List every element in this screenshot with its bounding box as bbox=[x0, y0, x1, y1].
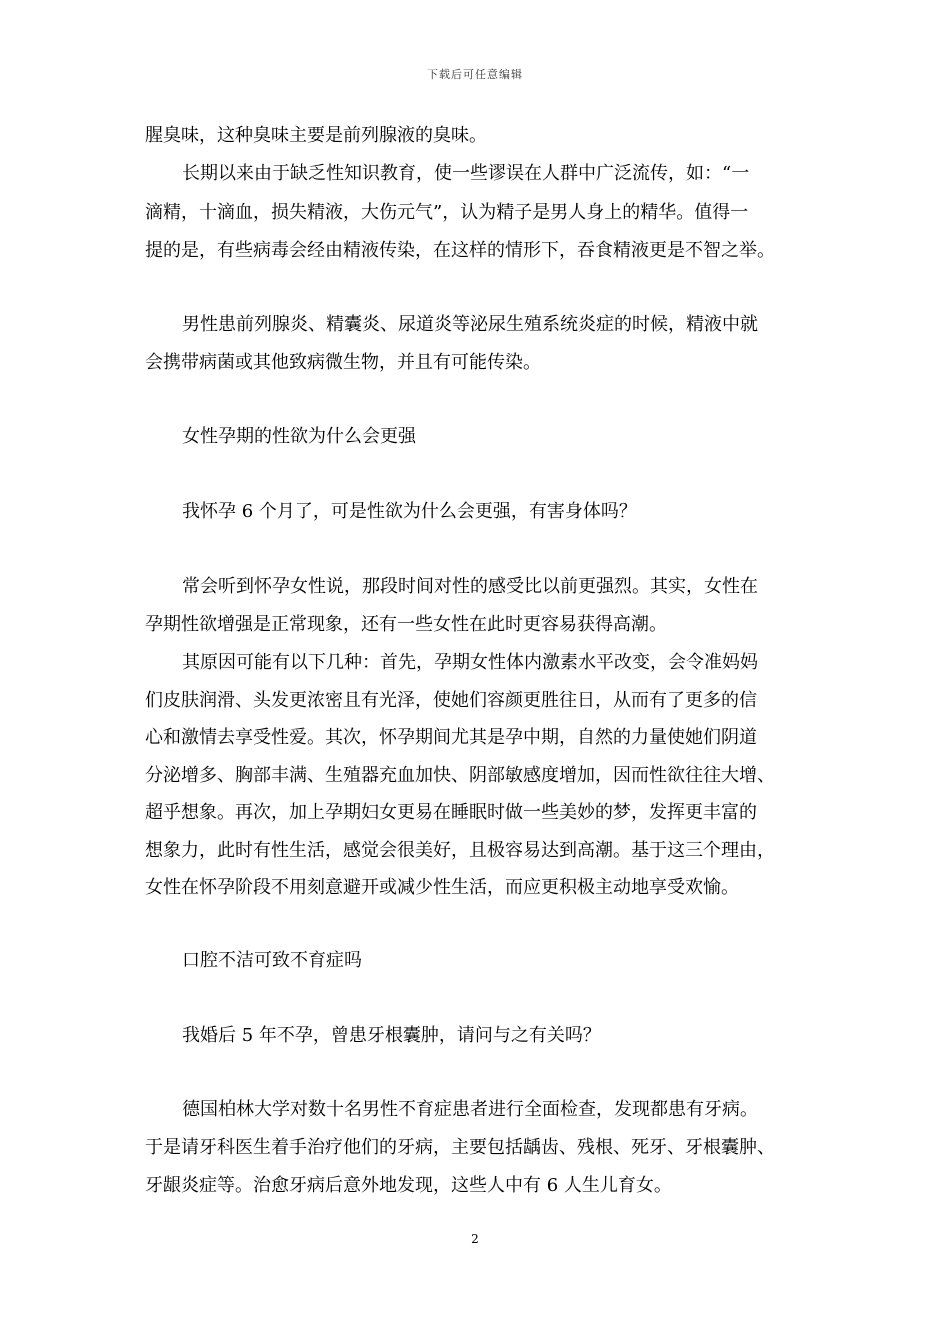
page-number: 2 bbox=[471, 1232, 479, 1246]
text-line: 心和激情去享受性爱。其次，怀孕期间尤其是孕中期，自然的力量使她们阴道 bbox=[145, 727, 757, 748]
text-line: 提的是，有些病毒会经由精液传染，在这样的情形下，吞食精液更是不智之举。 bbox=[145, 240, 775, 261]
section-heading: 女性孕期的性欲为什么会更强 bbox=[182, 426, 416, 447]
question-text: 我婚后 5 年不孕，曾患牙根囊肿，请问与之有关吗？ bbox=[182, 1025, 601, 1046]
text-line: 常会听到怀孕女性说，那段时间对性的感受比以前更强烈。其实，女性在 bbox=[182, 576, 758, 597]
text-line: 男性患前列腺炎、精囊炎、尿道炎等泌尿生殖系统炎症的时候，精液中就 bbox=[182, 314, 758, 335]
text-line: 滴精，十滴血，损失精液，大伤元气”，认为精子是男人身上的精华。值得一 bbox=[145, 202, 749, 223]
text-line: 孕期性欲增强是正常现象，还有一些女性在此时更容易获得高潮。 bbox=[145, 614, 667, 635]
text-line: 于是请牙科医生着手治疗他们的牙病，主要包括龋齿、残根、死牙、牙根囊肿、 bbox=[145, 1137, 775, 1158]
text-line: 分泌增多、胸部丰满、生殖器充血加快、阴部敏感度增加，因而性欲往往大增、 bbox=[145, 765, 775, 786]
question-text: 我怀孕 6 个月了，可是性欲为什么会更强，有害身体吗？ bbox=[182, 501, 637, 522]
text-line: 腥臭味，这种臭味主要是前列腺液的臭味。 bbox=[145, 125, 487, 146]
text-line: 德国柏林大学对数十名男性不育症患者进行全面检查，发现都患有牙病。 bbox=[182, 1099, 758, 1120]
text-line: 长期以来由于缺乏性知识教育，使一些谬误在人群中广泛流传，如：“一 bbox=[182, 163, 750, 184]
section-heading: 口腔不洁可致不育症吗 bbox=[182, 950, 362, 971]
text-line: 牙龈炎症等。治愈牙病后意外地发现，这些人中有 6 人生儿育女。 bbox=[145, 1175, 672, 1196]
page-header: 下载后可任意编辑 bbox=[427, 68, 523, 81]
text-line: 超乎想象。再次，加上孕期妇女更易在睡眠时做一些美妙的梦，发挥更丰富的 bbox=[145, 802, 757, 823]
text-line: 们皮肤润滑、头发更浓密且有光泽，使她们容颜更胜往日，从而有了更多的信 bbox=[145, 690, 757, 711]
text-line: 想象力，此时有性生活，感觉会很美好，且极容易达到高潮。基于这三个理由， bbox=[145, 840, 775, 861]
text-line: 其原因可能有以下几种：首先，孕期女性体内激素水平改变，会令准妈妈 bbox=[182, 652, 758, 673]
text-line: 会携带病菌或其他致病微生物，并且有可能传染。 bbox=[145, 352, 541, 373]
text-line: 女性在怀孕阶段不用刻意避开或减少性生活，而应更积极主动地享受欢愉。 bbox=[145, 877, 739, 898]
